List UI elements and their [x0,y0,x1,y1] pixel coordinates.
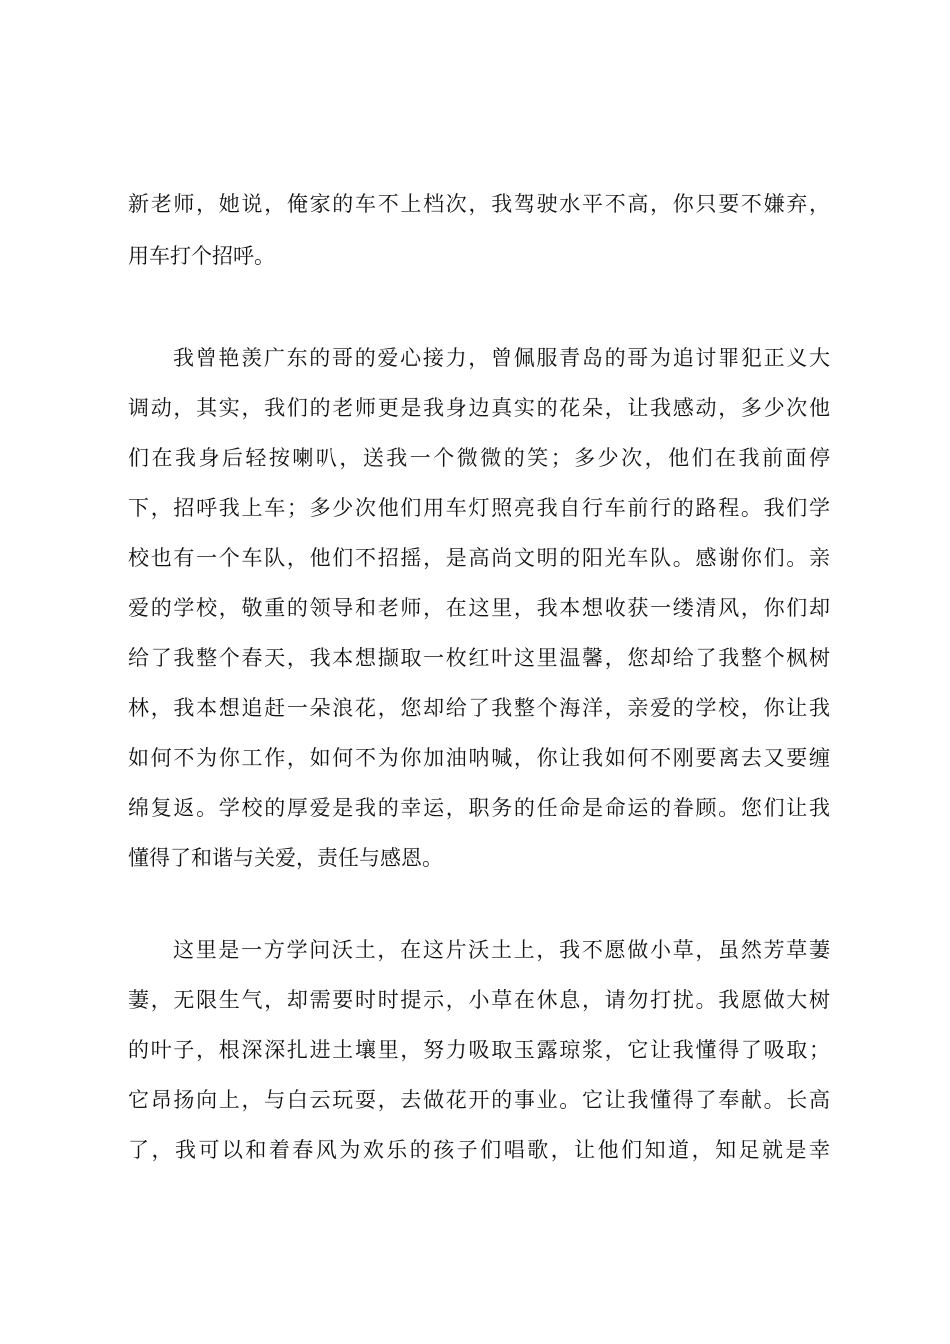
text-line: 调动，其实，我们的老师更是我身边真实的花朵，让我感动，多少次他 [128,396,830,420]
text-line: 校也有一个车队，他们不招摇，是高尚文明的阳光车队。感谢你们。亲 [128,546,830,570]
text-line: 给了我整个春天，我本想撷取一枚红叶这里温馨，您却给了我整个枫树 [128,646,830,670]
text-line: 爱的学校，敬重的领导和老师，在这里，我本想收获一缕清风，你们却 [128,596,830,620]
text-line: 们在我身后轻按喇叭，送我一个微微的笑；多少次，他们在我前面停 [128,446,830,470]
text-line: 的叶子，根深深扎进土壤里，努力吸取玉露琼浆，它让我懂得了吸取； [128,1038,830,1062]
text-line: 绵复返。学校的厚爱是我的幸运，职务的任命是命运的眷顾。您们让我 [128,796,830,820]
text-line: 它昂扬向上，与白云玩耍，去做花开的事业。它让我懂得了奉献。长高 [128,1088,830,1112]
text-line: 林，我本想追赶一朵浪花，您却给了我整个海洋，亲爱的学校，你让我 [128,696,830,720]
text-line: 懂得了和谐与关爱，责任与感恩。 [128,846,443,870]
text-line: 用车打个招呼。 [128,244,275,268]
text-line: 新老师，她说，俺家的车不上档次，我驾驶水平不高，你只要不嫌弃， [128,192,830,216]
text-line: 了，我可以和着春风为欢乐的孩子们唱歌，让他们知道，知足就是幸 [128,1138,830,1162]
text-line: 萋，无限生气，却需要时时提示，小草在休息，请勿打扰。我愿做大树 [128,988,830,1012]
text-line: 如何不为你工作，如何不为你加油呐喊，你让我如何不刚要离去又要缠 [128,746,830,770]
text-line: 我曾艳羡广东的哥的爱心接力，曾佩服青岛的哥为追讨罪犯正义大 [173,346,830,370]
text-line: 这里是一方学问沃土，在这片沃土上，我不愿做小草，虽然芳草萋 [173,938,830,962]
text-line: 下，招呼我上车；多少次他们用车灯照亮我自行车前行的路程。我们学 [128,496,830,520]
